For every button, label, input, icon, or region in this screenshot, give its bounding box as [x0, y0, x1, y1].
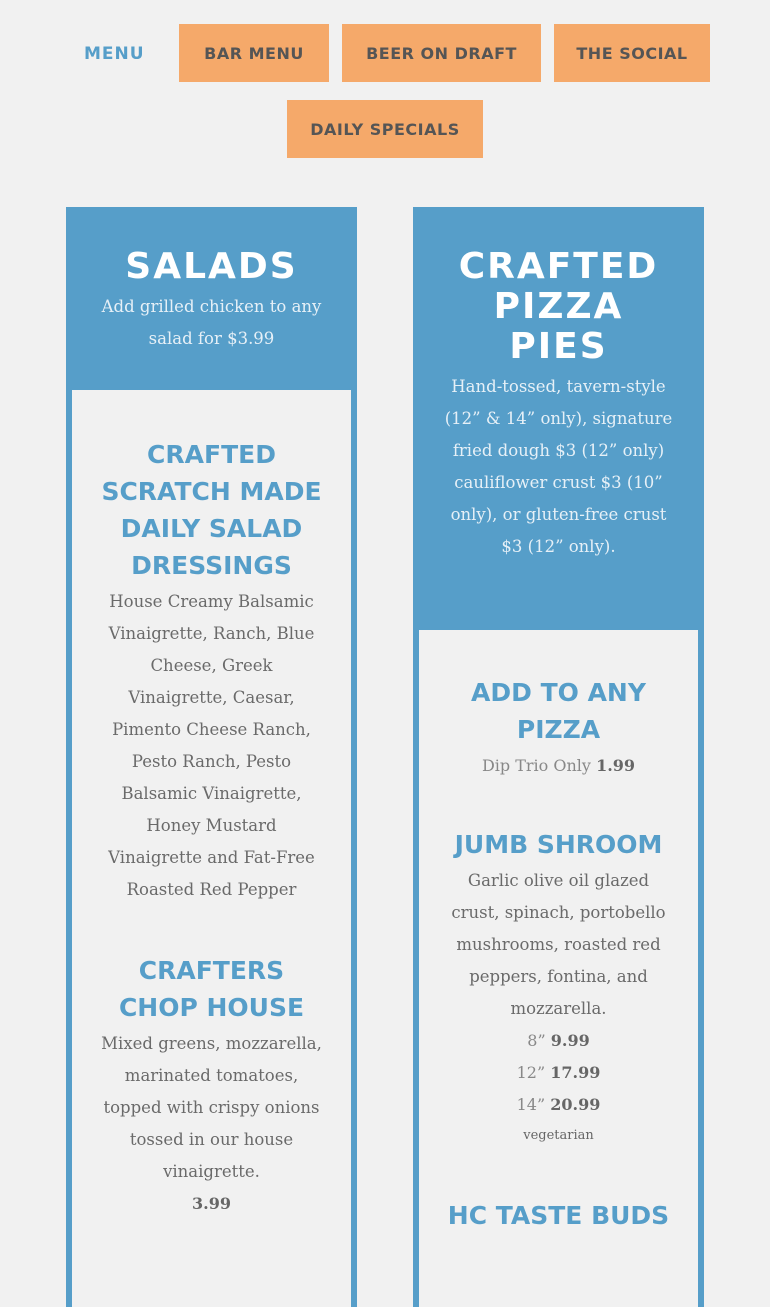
item-description: Mixed greens, mozzarella, marinated tomatoes, topped with crispy onions tossed in our house vinaigrette. [101, 1034, 322, 1181]
vegetarian-tag: vegetarian [523, 1128, 594, 1143]
salads-list [72, 390, 351, 1307]
list-item [100, 436, 323, 906]
item-description: House Creamy Balsamic Vinaigrette, Ranch, Blue Cheese, Greek Vinaigrette, Caesar, Pimento Cheese Ranch, Pesto Ranch, Pesto Balsamic Vinaigrette, Honey Mustard Vinaigrette and Fat-Free Roasted Red Pepper [108, 592, 315, 899]
list-item [100, 952, 323, 1220]
salads-header [66, 207, 357, 355]
salads-title: SALADS [125, 246, 298, 287]
item-price: 3.99 [192, 1194, 231, 1213]
top-navigation [0, 0, 770, 180]
list-item [447, 1197, 670, 1234]
pizza-section [413, 207, 704, 1307]
item-title: JUMB SHROOM [454, 830, 663, 859]
bar-menu-button[interactable]: BAR MENU [179, 24, 329, 82]
pizza-title: CRAFTED PIZZA PIES [458, 246, 659, 367]
item-description: Garlic olive oil glazed crust, spinach, portobello mushrooms, roasted red peppers, fontina, and mozzarella. [451, 871, 666, 1018]
the-social-button[interactable]: THE SOCIAL [554, 24, 710, 82]
size-price: 12” 17.99 [516, 1063, 601, 1082]
pizza-list [419, 630, 698, 1307]
menu-label[interactable]: MENU [84, 44, 145, 64]
size-price: 14” 20.99 [516, 1095, 601, 1114]
pizza-subtitle: Hand-tossed, tavern-style (12” & 14” only), signature fried dough $3 (12” only) cauliflower crust $3 (10” only), or gluten-free crust $3 (12” only). [444, 377, 673, 556]
item-title: CRAFTED SCRATCH MADE DAILY SALAD DRESSINGS [101, 440, 322, 580]
item-title: HC TASTE BUDS [447, 1201, 670, 1230]
item-price: Dip Trio Only 1.99 [481, 756, 636, 775]
item-title: ADD TO ANY PIZZA [471, 678, 646, 744]
salads-section [66, 207, 357, 1307]
beer-on-draft-button[interactable]: BEER ON DRAFT [342, 24, 541, 82]
list-item [447, 826, 670, 1151]
size-price: 8” 9.99 [527, 1031, 590, 1050]
list-item [447, 674, 670, 782]
item-title: CRAFTERS CHOP HOUSE [118, 956, 305, 1022]
salads-subtitle: Add grilled chicken to any salad for $3.99 [101, 297, 322, 348]
pizza-header [413, 207, 704, 563]
daily-specials-button[interactable]: DAILY SPECIALS [287, 100, 483, 158]
